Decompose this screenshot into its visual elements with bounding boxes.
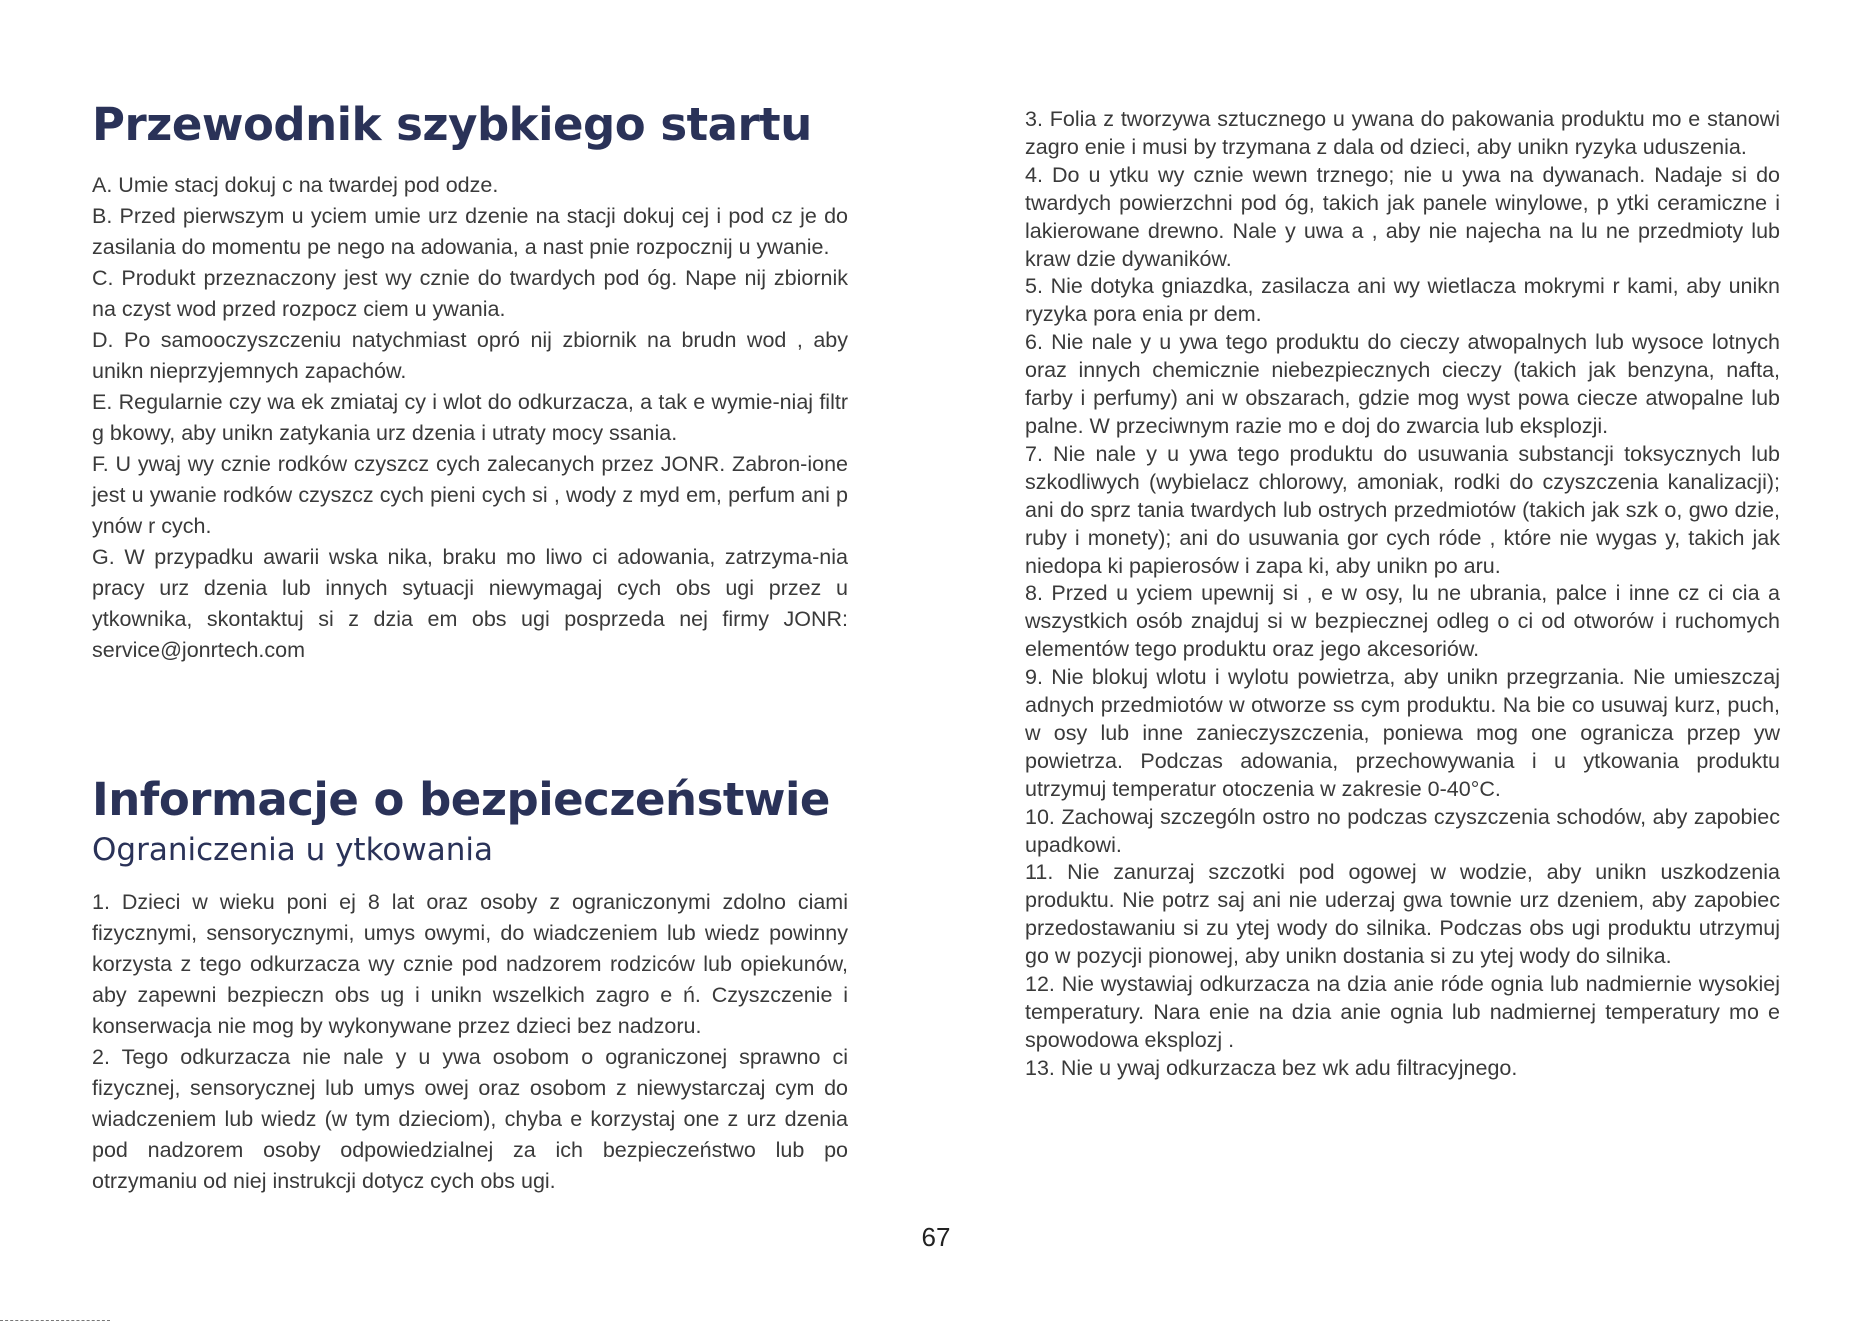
safety-body-right: 3. Folia z tworzywa sztucznego u ywana do pakowania produktu mo e stanowi zagro enie i musi by trzymana z dala od dzieci, aby unikn ryzyka uduszenia. 4. Do u ytku wy cznie wewn trznego; nie u ywa na dywanach. Nadaje si do twardych powierzchni pod óg, takich jak panele winylowe, p ytki ceramiczne i lakierowane drewno. Nale y uwa a , aby nie najecha na lu ne przedmioty lub kraw dzie dywaników. 5. Nie dotyka gniazdka, zasilacza ani wy wietlacza mokrymi r kami, aby unikn ryzyka pora enia pr dem. 6. Nie nale y u ywa tego produktu do cieczy atwopalnych lub wysoce lotnych oraz innych chemicznie niebezpiecznych cieczy (takich jak benzyna, nafta, farby i perfumy) ani w obszarach, gdzie mog wyst powa ciecze atwopalne lub palne. W przeciwnym razie mo e doj do zwarcia lub eksplozji. 7. Nie nale y u ywa tego produktu do usuwania substancji toksycznych lub szkodliwych (wybielacz chlorowy, amoniak, rodki do czyszczenia kanalizacji); ani do sprz tania twardych lub ostrych przedmiotów (takich jak szk o, gwo dzie, ruby i monety); ani do usuwania gor cych róde , które nie wygas y, takich jak niedopa ki papierosów i zapa ki, aby unikn po aru. 8. Przed u yciem upewnij si , e w osy, lu ne ubrania, palce i inne cz ci cia a wszystkich osób znajduj si w bezpiecznej odleg o ci od otworów i ruchomych elementów tego produktu oraz jego akcesoriów. 9. Nie blokuj wlotu i wylotu powietrza, aby unikn przegrzania. Nie umieszczaj adnych przedmiotów w otworze ss cym produktu. Na bie co usuwaj kurz, puch, w osy lub inne zanieczyszczenia, poniewa mog one ogranicza przep yw powietrza. Podczas adowania, przechowywania i u ytkowania produktu utrzymuj temperatur otoczenia w zakresie 0-40°C. 10. Zachowaj szczególn ostro no podczas czyszczenia schodów, aby zapobiec upadkowi. 11. Nie zanurzaj szczotki pod ogowej w wodzie, aby unikn uszkodzenia produktu. Nie potrz saj ani nie uderzaj gwa townie urz dzeniem, aby zapobiec przedostawaniu si zu ytej wody do silnika. Podczas obs ugi produktu utrzymuj go w pozycji pionowej, aby unikn dostania si zu ytej wody do silnika. 12. Nie wystawiaj odkurzacza na dzia anie róde ognia lub nadmiernie wysokiej temperatury. Nara enie na dzia anie ognia lub nadmiernej temperatury mo e spowodowa eksplozj . 13. Nie u ywaj odkurzacza bez wk adu filtracyjnego. <box>1025 107 1780 1080</box>
footer-rule <box>0 1320 110 1323</box>
quickstart-title: Przewodnik szybkiego startu <box>92 98 812 151</box>
safety-title: Informacje o bezpieczeństwie <box>92 773 830 826</box>
safety-subtitle: Ograniczenia u ytkowania <box>92 832 494 868</box>
page-number: 67 <box>921 1222 951 1252</box>
safety-body-left: 1. Dzieci w wieku poni ej 8 lat oraz osoby z ograniczonymi zdolno ciami fizycznymi, sensorycznymi, umys owymi, do wiadczeniem lub wiedz powinny korzysta z tego odkurzacza wy cznie pod nadzorem rodziców lub opiekunów, aby zapewni bezpieczn obs ug i unikn wszelkich zagro e ń. Czyszczenie i konserwacja nie mog by wykonywane przez dzieci bez nadzoru. 2. Tego odkurzacza nie nale y u ywa osobom o ograniczonej sprawno ci fizycznej, sensorycznej lub umys owej oraz osobom z niewystarczaj cym do wiadczeniem lub wiedz (w tym dzieciom), chyba e korzystaj one z urz dzenia pod nadzorem osoby odpowiedzialnej za ich bezpieczeństwo lub po otrzymaniu od niej instrukcji dotycz cych obs ugi. <box>92 890 848 1193</box>
quickstart-body: A. Umie stacj dokuj c na twardej pod odze. B. Przed pierwszym u yciem umie urz dzenie na stacji dokuj cej i pod cz je do zasilania do momentu pe nego na adowania, a nast pnie rozpocznij u ywanie. C. Produkt przeznaczony jest wy cznie do twardych pod óg. Nape nij zbiornik na czyst wod przed rozpocz ciem u ywania. D. Po samooczyszczeniu natychmiast opró nij zbiornik na brudn wod , aby unikn nieprzyjemnych zapachów. E. Regularnie czy wa ek zmiataj cy i wlot do odkurzacza, a tak e wymie-niaj filtr g bkowy, aby unikn zatykania urz dzenia i utraty mocy ssania. F. U ywaj wy cznie rodków czyszcz cych zalecanych przez JONR. Zabron-ione jest u ywanie rodków czyszcz cych pieni cych si , wody z myd em, perfum ani p ynów r cych. G. W przypadku awarii wska nika, braku mo liwo ci adowania, zatrzyma-nia pracy urz dzenia lub innych sytuacji niewymagaj cych obs ugi przez u ytkownika, skontaktuj si z dzia em obs ugi posprzeda nej firmy JONR: service@jonrtech.com <box>92 173 848 662</box>
